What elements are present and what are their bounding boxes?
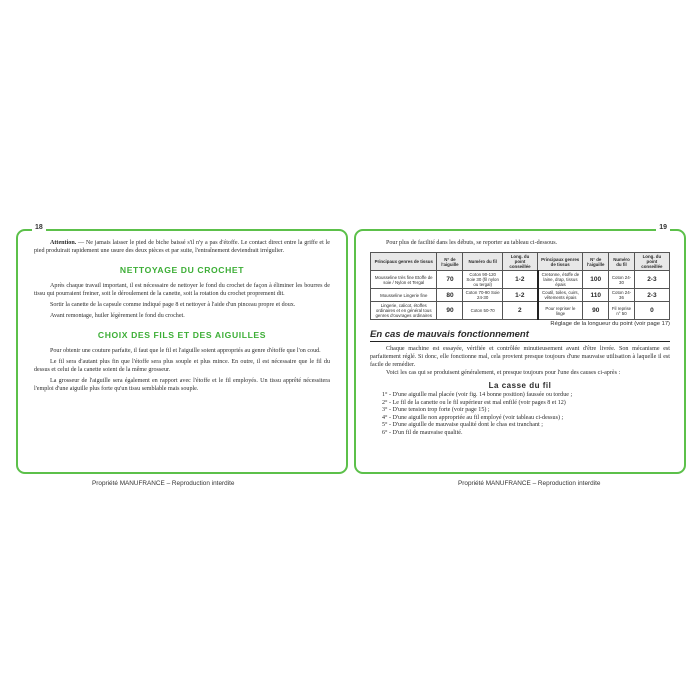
left-page-content [34, 239, 330, 393]
right-page-content [370, 239, 670, 438]
column-header: Long. du point conseillée [634, 253, 669, 271]
page-number: 18 [32, 224, 46, 231]
table-cell: Fil reprise n° 50 [609, 302, 635, 320]
column-header: N° de l'aiguille [437, 253, 463, 271]
column-header: N° de l'aiguille [583, 253, 609, 271]
column-header: Numéro du fil [609, 253, 635, 271]
table-cell: Mousseline Lingerie fine [371, 289, 437, 302]
table-cell: Coton 24-36 [609, 289, 635, 302]
table-row [371, 302, 670, 320]
table-cell: 2-3 [634, 289, 669, 302]
left-footer: Propriété MANUFRANCE – Reproduction interdite [92, 480, 235, 487]
paragraph: Après chaque travail important, il est nécessaire de nettoyer le fond du crochet de façon à éliminer les bourres de tissu qui pourraient freiner, soit le déroulement de la canette, soit la rotation du crochet proprement dit. [34, 283, 330, 297]
paragraph: Chaque machine est essayée, vérifiée et contrôlée minutieusement avant d'être livrée. Son mécanisme est parfaitement réglé. Si donc, elle fonctionne mal, cela provient presque toujours d'une mauvaise utilisation à laquelle il est facile de remédier. [370, 346, 670, 368]
table-cell: 90 [437, 302, 463, 320]
table-header-row [371, 253, 670, 271]
paragraph: La grosseur de l'aiguille sera également en rapport avec l'étoffe et le fil employés. Un tissu apprêté nécessitera l'emploi d'une aiguille plus forte qu'un tissu semblable mais souple. [34, 378, 330, 392]
causes-list [370, 392, 670, 438]
table-cell: Coton 24-30 [609, 271, 635, 289]
heading-casse-du-fil: La casse du fil [488, 381, 552, 390]
list-item: 2° - Le fil de la canette ou le fil supérieur est mal enfilé (voir pages 8 et 12) [382, 399, 566, 406]
paragraph: Avant remontage, huiler légèrement le fond du crochet. [50, 313, 185, 319]
table-cell: Coutil, toiles, cuirs, vêtements épais [538, 289, 583, 302]
column-header: Principaux genres de tissus [538, 253, 583, 271]
table-cell: 70 [437, 271, 463, 289]
heading-choix: CHOIX DES FILS ET DES AIGUILLES [97, 330, 267, 340]
table-cell: 100 [583, 271, 609, 289]
heading-mauvais-fonctionnement: En cas de mauvais fonctionnement [370, 329, 670, 342]
left-page [16, 224, 348, 474]
paragraph: Le fil sera d'autant plus fin que l'étoffe sera plus souple et plus mince. En outre, il est nécessaire que le fil du dessus et celui de la canette soient de la même grosseur. [34, 359, 330, 373]
table-cell: 1-2 [502, 289, 537, 302]
table-caption: Réglage de la longueur du point (voir page 17) [550, 321, 670, 327]
paragraph: Voici les cas qui se produisent généralement, et presque toujours pour l'une des causes ci-après : [386, 370, 621, 376]
table-cell: 2-3 [634, 271, 669, 289]
page-number: 19 [656, 224, 670, 231]
table-cell: 90 [583, 302, 609, 320]
table-cell: 80 [437, 289, 463, 302]
list-item: 5° - D'une aiguille de mauvaise qualité dont le chas est tranchant ; [382, 422, 543, 429]
table-cell: 2 [502, 302, 537, 320]
paragraph: Sortir la canette de la capsule comme indiqué page 8 et nettoyer à l'aide d'un pinceau propre et doux. [50, 302, 296, 308]
list-item: 6° - D'un fil de mauvaise qualité. [382, 429, 463, 436]
paragraph: Pour obtenir une couture parfaite, il faut que le fil et l'aiguille soient appropriés au genre d'étoffe que l'on coud. [50, 348, 321, 354]
heading-nettoyage: NETTOYAGE DU CROCHET [119, 265, 245, 275]
table-cell: Lingerie, calicot, étoffes ordinaires et en général tous genres d'ouvrages ordinaires [371, 302, 437, 320]
table-cell: 1-2 [502, 271, 537, 289]
list-item: 4° - D'une aiguille non appropriée au fil employé (voir tableau ci-dessus) ; [382, 414, 564, 421]
column-header: Long. du point conseillée [502, 253, 537, 271]
needle-thread-table [370, 252, 670, 320]
list-item: 1° - D'une aiguille mal placée (voir fig. 14 bonne position) faussée ou tordue ; [382, 392, 573, 398]
table-row [371, 289, 670, 302]
column-header: Principaux genres de tissus [371, 253, 437, 271]
column-header: Numéro du fil [463, 253, 503, 271]
attention-text: — Ne jamais laisser le pied de biche baissé s'il n'y a pas d'étoffe. Le contact direct entre la griffe et le pied produirait rapidement une usure des deux pièces et par suite, l'entraînement deviendrait irrégulier. [34, 240, 330, 254]
table-cell: Coton 70-90 Soie 24-30 [463, 289, 503, 302]
attention-label: Attention. [50, 240, 77, 246]
table-cell: Pour repriser le linge [538, 302, 583, 320]
intro-paragraph: Pour plus de facilité dans les débuts, se reporter au tableau ci-dessous. [386, 240, 558, 246]
table-cell: 0 [634, 302, 669, 320]
table-cell: Coton 90-120 Soie 30 (fil nylon ou tergal) [463, 271, 503, 289]
table-cell: Mousseline très fine Etoffe de soie / Nylon et Tergal [371, 271, 437, 289]
attention-paragraph [34, 239, 330, 255]
table-cell: 110 [583, 289, 609, 302]
right-page [354, 224, 686, 474]
table-row [371, 271, 670, 289]
table-cell: Coton 50-70 [463, 302, 503, 320]
list-item: 3° - D'une tension trop forte (voir page 15) ; [382, 407, 490, 414]
table-cell: Cretonne, étoffe de laine, drap, tissus épais [538, 271, 583, 289]
right-footer: Propriété MANUFRANCE – Reproduction interdite [458, 480, 601, 487]
